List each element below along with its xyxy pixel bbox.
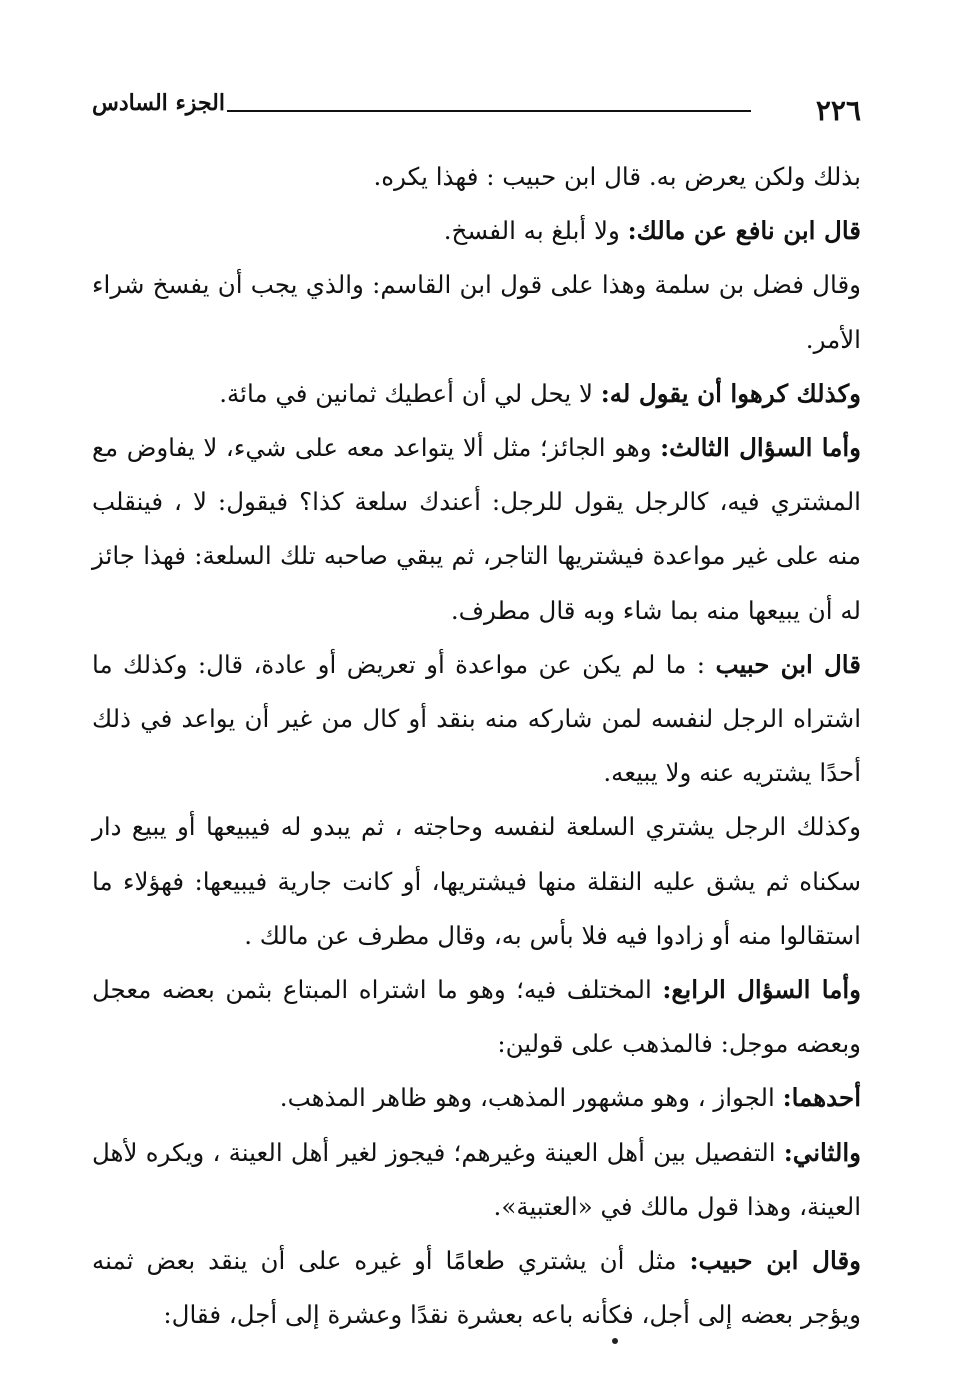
running-title: الجزء السادس <box>92 90 225 116</box>
paragraph <box>92 638 861 801</box>
paragraph-lead: أحدهما: <box>782 1083 861 1113</box>
paragraph-text: : ما لم يكن عن مواعدة أو تعريض أو عادة، قال: وكذلك ما اشتراه الرجل لنفسه لمن شاركه منه بنقد أو كال من غير أن يواعد في ذلك أحدًا يشتريه عنه ولا يبيعه. <box>92 649 861 788</box>
paragraph <box>92 963 861 1071</box>
page-body <box>92 150 861 1342</box>
paragraph <box>92 421 861 638</box>
page-header <box>92 88 861 128</box>
paragraph <box>92 1126 861 1234</box>
paragraph <box>92 204 861 258</box>
paragraph <box>92 150 861 204</box>
paragraph-text: التفصيل بين أهل العينة وغيرهم؛ فيجوز لغير أهل العينة ، ويكره لأهل العينة، وهذا قول مالك في «العتبية». <box>92 1137 861 1221</box>
paragraph-text: ولا أبلغ به الفسخ. <box>443 216 628 246</box>
paragraph-text: بذلك ولكن يعرض به. قال ابن حبيب : فهذا يكره. <box>373 162 861 191</box>
paragraph <box>92 800 861 963</box>
page-number: ٢٢٦ <box>815 94 861 127</box>
paragraph-text: الجواز ، وهو مشهور المذهب، وهو ظاهر المذهب. <box>279 1083 783 1113</box>
paragraph <box>92 367 861 421</box>
paragraph-lead: وقال ابن حبيب: <box>689 1246 861 1276</box>
paragraph-text: مثل أن يشتري طعامًا أو غيره على أن ينقد بعض ثمنه ويؤجر بعضه إلى أجل، فكأنه باعه بعشرة نقدًا وعشرة إلى أجل، فقال: <box>92 1246 861 1330</box>
paragraph-lead: وأما السؤال الثالث: <box>660 433 862 463</box>
paragraph <box>92 1234 861 1342</box>
paragraph <box>92 1071 861 1125</box>
paragraph-text: وقال فضل بن سلمة وهذا على قول ابن القاسم: والذي يجب أن يفسخ شراء الأمر. <box>92 270 861 354</box>
paragraph-text: وكذلك الرجل يشتري السلعة لنفسه وحاجته ، ثم يبدو له فيبيعها أو يبيع دار سكناه ثم يشق عليه النقلة منها فيشتريها، أو كانت جارية فيبيعها: فهؤلاء ما استقالوا منه أو زادوا فيه فلا بأس به، وقال مطرف عن مالك . <box>92 812 861 950</box>
paragraph-lead: والثاني: <box>783 1137 861 1167</box>
header-rule <box>227 110 751 112</box>
paragraph-lead: قال ابن حبيب <box>715 649 861 679</box>
paragraph-lead: وأما السؤال الرابع: <box>662 975 861 1005</box>
ink-dot <box>612 1338 618 1344</box>
paragraph-lead: وكذلك كرهوا أن يقول له: <box>600 378 861 408</box>
paragraph-text: المختلف فيه؛ وهو ما اشتراه المبتاع بثمن بعضه معجل وبعضه موجل: فالمذهب على قولين: <box>92 975 861 1059</box>
paragraph-text: وهو الجائز؛ مثل ألا يتواعد معه على شيء، لا يفاوض مع المشتري فيه، كالرجل يقول للرجل: أعندك سلعة كذا؟ فيقول: لا ، فينقلب منه على غير مواعدة فيشتريها التاجر، ثم يبقي صاحبه تلك السلعة: فهذا جائز له أن يبيعها منه بما شاء وبه قال مطرف. <box>92 433 861 625</box>
paragraph <box>92 258 861 366</box>
paragraph-text: لا يحل لي أن أعطيك ثمانين في مائة. <box>219 378 601 408</box>
paragraph-lead: قال ابن نافع عن مالك: <box>627 216 861 246</box>
